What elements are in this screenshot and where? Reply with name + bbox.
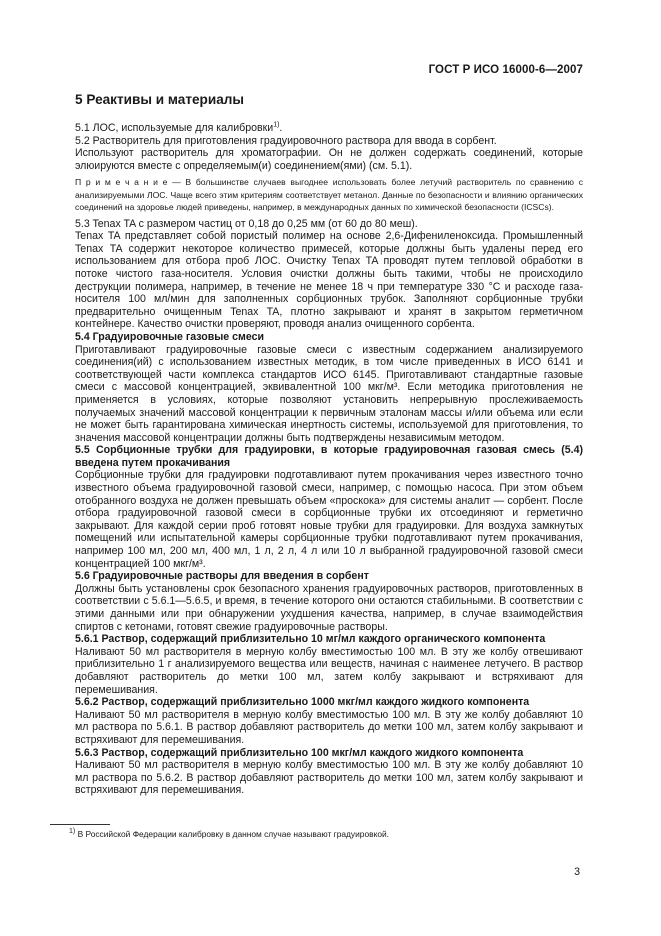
- footnote-text: В Российской Федерации калибровку в данном случае называют градуировкой.: [77, 829, 389, 839]
- section-title: 5 Реактивы и материалы: [75, 92, 244, 107]
- paragraph-5-4: Приготавливают градуировочные газовые смеси с известным содержанием анализируемого соединения(ий) с использованием известных методик, в том числе приведенных в ИСО 6141 и соответствующей части комплекса стандартов ИСО 6145. Приготавливают стандартные газовые смеси с массовой концентрацией, эквивалентной 100 мкг/м³. Если методика приготовления не применяется в условиях, которые позволяют установить непрерывную прослеживаемость получаемых значений массовой концентрации к первичным эталонам массы и/или объема или если не может быть гарантирована химическая инертность системы, используемой для приготовления, то значения массовой концентрации должны быть подтверждены независимым методом.: [75, 343, 583, 444]
- paragraph-5-2: 5.2 Растворитель для приготовления градуировочного раствора для ввода в сорбент.: [75, 134, 497, 147]
- paragraph-5-1: [75, 122, 583, 135]
- heading-5-6-1: 5.6.1 Раствор, содержащий приблизительно 10 мг/мл каждого органического компонента: [75, 633, 546, 646]
- footnote-ref[interactable]: 1): [273, 121, 280, 129]
- paragraph-5-1-text: 5.1 ЛОС, используемые для калибровки: [75, 122, 274, 134]
- paragraph-5-6: Должны быть установлены срок безопасного хранения градуировочных растворов, приготовленных в соответствии с 5.6.1—5.6.5, и время, в течение которого они остаются стабильными. В соответствии с этими данными или при обнаружении ухудшения качества, например, в случае взаимодействия спиртов с кетонами, готовят свежие градуировочные растворы.: [75, 582, 583, 633]
- footnote-marker: 1): [69, 828, 76, 836]
- paragraph-5-6-2: Наливают 50 мл растворителя в мерную колбу вместимостью 100 мл. В эту же колбу добавляют 10 мл раствора по 5.6.1. В раствор добавляют растворитель до метки 100 мл, затем колбу закрывают и встряхивают для перемешивания.: [75, 708, 583, 746]
- paragraph-5-6-3: Наливают 50 мл растворителя в мерную колбу вместимостью 100 мл. В эту же колбу добавляют 10 мл раствора по 5.6.2. В раствор добавляют растворитель до метки 100 мл, затем колбу закрывают и встряхивают для перемешивания.: [75, 759, 583, 797]
- heading-5-4: 5.4 Градуировочные газовые смеси: [75, 330, 265, 343]
- paragraph-5-3: 5.3 Tenax TA с размером частиц от 0,18 до 0,25 мм (от 60 до 80 меш).: [75, 217, 418, 230]
- heading-5-5: 5.5 Сорбционные трубки для градуировки, в которые градуировочная газовая смесь (5.4) введена путем прокачивания: [75, 444, 583, 469]
- page-content: [75, 92, 583, 797]
- page-number: 3: [574, 866, 580, 878]
- standard-header: ГОСТ Р ИСО 16000-6—2007: [428, 64, 583, 76]
- footnote-divider: [50, 824, 110, 825]
- paragraph-5-1-end: .: [279, 122, 283, 134]
- paragraph-5-3-body: Tenax TA представляет собой пористый полимер на основе 2,6-Дифениленоксида. Промышленный Tenax TA содержит некоторое количество примесей, которые должны быть удалены перед его использованием для отбора проб ЛОС. Очистку Tenax TA проводят путем тепловой обработки в потоке чистого газа-носителя. Условия очистки должны быть такими, чтобы не происходило деструкции полимера, например, в течение не менее 18 ч при температуре 330 °С и расходе газа-носителя 100 мл/мин для заполненных сорбционных трубок. Заполняют сорбционные трубки предварительно очищенным Tenax TA, плотно закрывают и хранят в закрытом герметичном контейнере. Качество очистки проверяют, проводя анализ очищенного сорбента.: [75, 230, 583, 331]
- paragraph-5-6-1: Наливают 50 мл растворителя в мерную колбу вместимостью 100 мл. В эту же колбу отвешивают приблизительно 1 г анализируемого вещества или веществ, начиная с наименее летучего. В раствор добавляют растворитель до метки 100 мл, затем колбу закрывают и встряхивают для перемешивания.: [75, 645, 583, 696]
- heading-5-6-3: 5.6.3 Раствор, содержащий приблизительно 100 мкг/мл каждого жидкого компонента: [75, 746, 524, 759]
- heading-5-6: 5.6 Градуировочные растворы для введения в сорбент: [75, 570, 369, 583]
- paragraph-5-5: Сорбционные трубки для градуировки подготавливают путем прокачивания через известного точно известного объема градуировочной газовой смеси, например, с помощью насоса. При этом объем отобранного воздуха не должен превышать объем «проскока» для системы аналит — сорбент. После отбора градуировочной газовой смеси в сорбционные трубки их отсоединяют и герметично закрывают. Для каждой серии проб готовят новые трубки для градуировки. Для воздуха замкнутых помещений или испытательной камеры сорбционные трубки подготавливают путем прокачивания, например 100 мл, 200 мл, 400 мл, 1 л, 2 л, 4 л или 10 л выбранной градуировочной газовой смеси концентрацией 100 мкг/м³.: [75, 469, 583, 570]
- paragraph-5-2-body: Используют растворитель для хроматографии. Он не должен содержать соединений, которые элюируются вместе с определяемым(и) соединением(ями) (см. 5.1).: [75, 147, 583, 172]
- footnote: [69, 829, 389, 839]
- note-text: П р и м е ч а н и е — В большинстве случаев выгоднее использовать более летучий растворитель по сравнению с анализируемыми ЛОС. Чаще всего этим критериям соответствует метанол. Данные по безопасности и влиянию органических соединений на здоровье людей приведены, например, в международных данных по химической безопасности (ICSCs).: [75, 177, 583, 213]
- heading-5-6-2: 5.6.2 Раствор, содержащий приблизительно 1000 мкг/мл каждого жидкого компонента: [75, 696, 530, 709]
